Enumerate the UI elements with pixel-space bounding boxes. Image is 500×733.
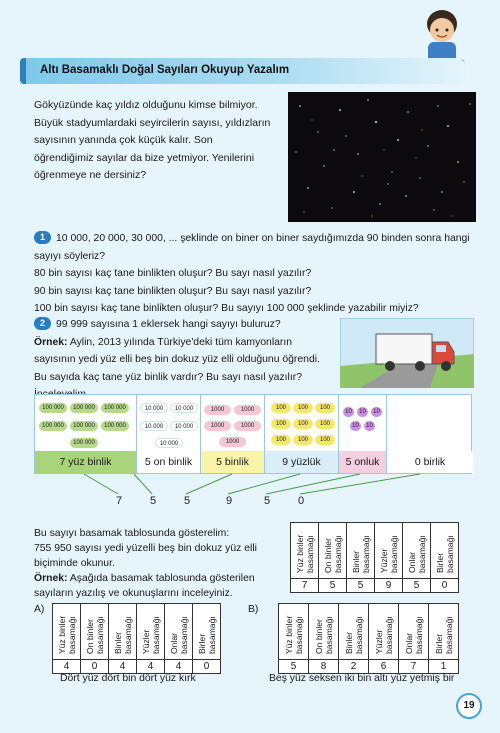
chip-100: 100 [315,435,335,445]
label-ten-thousands: 5 on binlik [137,451,201,473]
truck-illustration [340,318,474,388]
chip-100000: 100 000 [70,403,98,413]
chip-1000: 1000 [204,421,231,431]
explanation-text [34,526,284,601]
table-b-label: B) [248,604,259,615]
chip-1000: 1000 [204,405,231,415]
example-text: Aylin, 2013 yılında Türkiye'deki tüm kamyonların sayısının yedi yüz elli beş bin dokuz yüz elli olduğunu öğrendi. Bu sayıda kaç tane yüz binlik vardır? Bu sayı nasıl yazılır? [34,336,320,383]
header-binler: Binler basamağı [350,535,371,573]
chip-100: 100 [271,403,291,413]
chip-100: 100 [315,403,335,413]
cell-value: 5 [347,579,375,593]
table-a-reading: Dört yüz dört bin dört yüz kırk [60,673,196,684]
stars-icon [288,92,476,222]
chip-100000: 100 000 [101,403,129,413]
digit-table-a [52,603,221,674]
header-yuz-binler: Yüz binler basamağı [294,534,315,573]
cell-value: 6 [369,660,399,674]
question-1-text: 10 000, 20 000, 30 000, ... şeklinde on biner on biner saydığımızda 90 binden sonra hangi sayıyı söyleriz? [34,233,470,262]
table-b-reading: Beş yüz seksen iki bin altı yüz yetmiş bir [269,673,455,684]
hundreds-cell [265,395,339,451]
cell-value: 5 [319,579,347,593]
cell-value: 4 [137,660,165,674]
cell-value: 0 [193,660,221,674]
chip-10000: 10 000 [155,438,183,448]
label-hundred-thousands: 7 yüz binlik [35,451,137,473]
example-text: Aşağıda basamak tablosunda gösterilen sayıların yazılış ve okunuşlarını inceleyiniz. [34,573,255,599]
page-title: Altı Basamaklı Doğal Sayıları Okuyup Yazalım [40,64,290,76]
chip-10000: 10 000 [170,403,198,413]
question-1-sub-1: 80 bin sayısı kaç tane binlikten oluşur? Bu sayı nasıl yazılır? [34,268,312,279]
header-on-binler: On binler basamağı [313,616,334,654]
header-onlar: Onlar basamağı [406,535,427,573]
chip-100000: 100 000 [70,438,98,448]
header-yuz-binler: Yüz binler basamağı [283,615,304,654]
cell-value: 8 [309,660,339,674]
question-1-sub-2: 90 bin sayısı kaç tane binlikten oluşur? Bu sayı nasıl yazılır? [34,285,312,297]
header-on-binler: On binler basamağı [84,616,105,654]
digit-ten-thousands: 5 [150,495,157,507]
place-value-chart [34,394,472,474]
chip-100: 100 [293,435,313,445]
label-ones: 0 birlik [387,451,473,473]
chip-100: 100 [271,435,291,445]
header-yuzler: Yüzler basamağı [378,535,399,573]
label-thousands: 5 binlik [201,451,265,473]
cell-value: 5 [403,579,431,593]
header-birler: Birler basamağı [433,616,454,654]
ones-cell [387,395,473,451]
question-1 [34,230,474,318]
chip-100000: 100 000 [39,403,67,413]
header-yuzler: Yüzler basamağı [373,616,394,654]
chip-10: 10 [357,407,368,417]
question-2-text: 99 999 sayısına 1 eklersek hangi sayıyı buluruz? [56,319,281,330]
cell-value: 2 [339,660,369,674]
cell-value: 7 [399,660,429,674]
example-label: Örnek: [34,573,68,584]
question-2 [34,316,334,404]
chip-1000: 1000 [234,405,261,415]
night-sky-photo [288,92,476,222]
header-binler: Binler basamağı [112,616,133,654]
chip-10000: 10 000 [170,421,198,431]
header-yuzler: Yüzler basamağı [140,616,161,654]
chip-100000: 100 000 [70,421,98,431]
header-birler: Birler basamağı [196,616,217,654]
label-hundreds: 9 yüzlük [265,451,339,473]
chip-100: 100 [271,419,291,429]
cell-value: 4 [165,660,193,674]
chip-100: 100 [315,419,335,429]
cell-value: 0 [431,579,459,593]
chip-100: 100 [293,419,313,429]
chip-100000: 100 000 [101,421,129,431]
chip-1000: 1000 [234,421,261,431]
tens-cell [339,395,387,451]
cell-value: 7 [291,579,319,593]
chip-10: 10 [371,407,382,417]
chip-10000: 10 000 [140,421,168,431]
digit-tens: 5 [264,495,271,507]
header-on-binler: On binler basamağı [322,535,343,573]
cell-value: 9 [375,579,403,593]
question-number-badge: 1 [34,231,51,244]
explanation-line-2: 755 950 sayısı yedi yüzelli beş bin dokuz yüz elli biçiminde okunur. [34,543,257,569]
header-onlar: Onlar basamağı [403,616,424,654]
chip-100000: 100 000 [39,421,67,431]
cell-value: 5 [279,660,309,674]
table-a-label: A) [34,604,45,615]
intro-paragraph: Gökyüzünde kaç yıldız olduğunu kimse bilmiyor. Büyük stadyumlardaki seyircilerin sayısı, yıldızların sayısının yanında çok küçük kalır. Son öğrendiğimiz sayılar da bize yetmiyor. Yenilerini öğrenmeye ne dersiniz? [34,99,271,181]
question-number-badge: 2 [34,317,51,330]
cell-value: 1 [429,660,459,674]
cell-value: 4 [53,660,81,674]
explanation-line-1: Bu sayıyı basamak tablosunda gösterelim: [34,528,230,539]
header-binler: Binler basamağı [343,616,364,654]
hundred-thousands-cell [35,395,137,451]
cell-value: 0 [81,660,109,674]
chip-10: 10 [343,407,354,417]
chip-100: 100 [293,403,313,413]
chip-10: 10 [364,421,375,431]
digit-ones: 0 [298,495,305,507]
page-number: 19 [456,693,482,719]
digit-thousands: 5 [184,495,191,507]
cell-value: 4 [109,660,137,674]
chip-1000: 1000 [219,437,246,447]
example-label: Örnek: [34,336,68,348]
chip-10: 10 [350,421,361,431]
header-yuz-binler: Yüz binler basamağı [56,615,77,654]
digit-hundreds: 9 [226,495,233,507]
label-tens: 5 onluk [339,451,387,473]
header-birler: Birler basamağı [434,535,455,573]
header-onlar: Onlar basamağı [168,616,189,654]
section-banner [20,58,468,84]
arrows-graphic [0,472,500,502]
question-1-sub-3: 100 bin sayısı kaç tane binlikten oluşur? Bu sayıyı 100 000 şeklinde yazabilir miyiz? [34,303,419,314]
digit-hundred-thousands: 7 [116,495,123,507]
thousands-cell [201,395,265,451]
digit-table-b [278,603,459,674]
digit-table-main [290,522,459,593]
ten-thousands-cell [137,395,201,451]
chip-10000: 10 000 [140,403,168,413]
